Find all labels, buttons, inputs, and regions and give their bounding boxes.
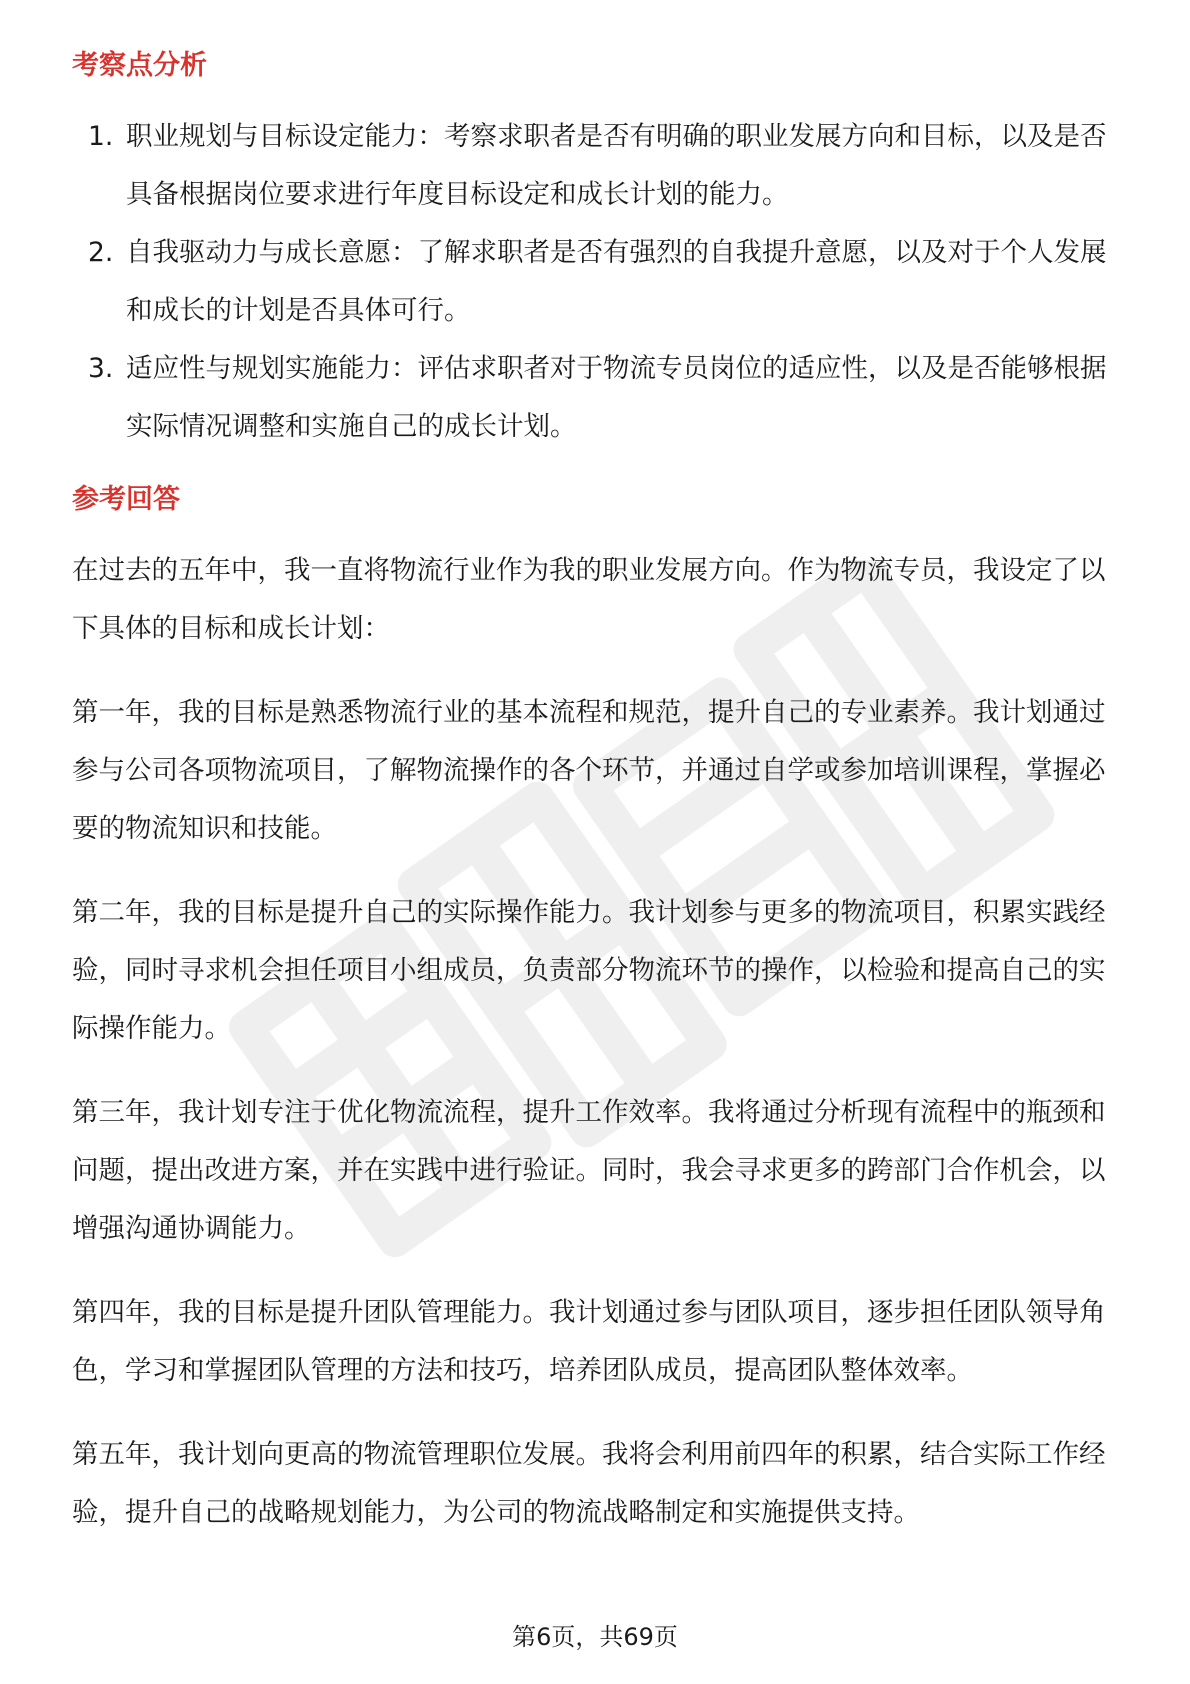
list-item-text: 职业规划与目标设定能力：考察求职者是否有明确的职业发展方向和目标，以及是否具备根据岗位要求进行年度目标设定和成长计划的能力。	[126, 121, 1107, 210]
analysis-list	[72, 108, 1122, 456]
answer-paragraph: 第五年，我计划向更高的物流管理职位发展。我将会利用前四年的积累，结合实际工作经验，提升自己的战略规划能力，为公司的物流战略制定和实施提供支持。	[72, 1439, 1106, 1528]
list-item	[72, 108, 1122, 224]
answer-paragraph: 第四年，我的目标是提升团队管理能力。我计划通过参与团队项目，逐步担任团队领导角色，学习和掌握团队管理的方法和技巧，培养团队成员，提高团队整体效率。	[72, 1297, 1106, 1386]
answer-paragraph: 第三年，我计划专注于优化物流流程，提升工作效率。我将通过分析现有流程中的瓶颈和问题，提出改进方案，并在实践中进行验证。同时，我会寻求更多的跨部门合作机会，以增强沟通协调能力。	[72, 1097, 1106, 1244]
list-item	[72, 340, 1122, 456]
list-item-number: 2.	[88, 237, 114, 268]
list-item	[72, 224, 1122, 340]
page-footer: 第6页，共69页	[512, 1623, 678, 1651]
answer-paragraph: 第一年，我的目标是熟悉物流行业的基本流程和规范，提升自己的专业素养。我计划通过参与公司各项物流项目，了解物流操作的各个环节，并通过自学或参加培训课程，掌握必要的物流知识和技能。	[72, 697, 1106, 844]
document-page	[72, 46, 1122, 1542]
answer-section-title: 参考回答	[72, 484, 180, 515]
answer-paragraph: 第二年，我的目标是提升自己的实际操作能力。我计划参与更多的物流项目，积累实践经验，同时寻求机会担任项目小组成员，负责部分物流环节的操作，以检验和提高自己的实际操作能力。	[72, 897, 1106, 1044]
list-item-number: 3.	[88, 353, 114, 384]
list-item-text: 适应性与规划实施能力：评估求职者对于物流专员岗位的适应性，以及是否能够根据实际情况调整和实施自己的成长计划。	[126, 353, 1107, 442]
analysis-section-title: 考察点分析	[72, 50, 207, 81]
list-item-number: 1.	[88, 121, 114, 152]
answer-paragraph: 在过去的五年中，我一直将物流行业作为我的职业发展方向。作为物流专员，我设定了以下具体的目标和成长计划：	[72, 555, 1106, 644]
list-item-text: 自我驱动力与成长意愿：了解求职者是否有强烈的自我提升意愿，以及对于个人发展和成长的计划是否具体可行。	[126, 237, 1107, 326]
